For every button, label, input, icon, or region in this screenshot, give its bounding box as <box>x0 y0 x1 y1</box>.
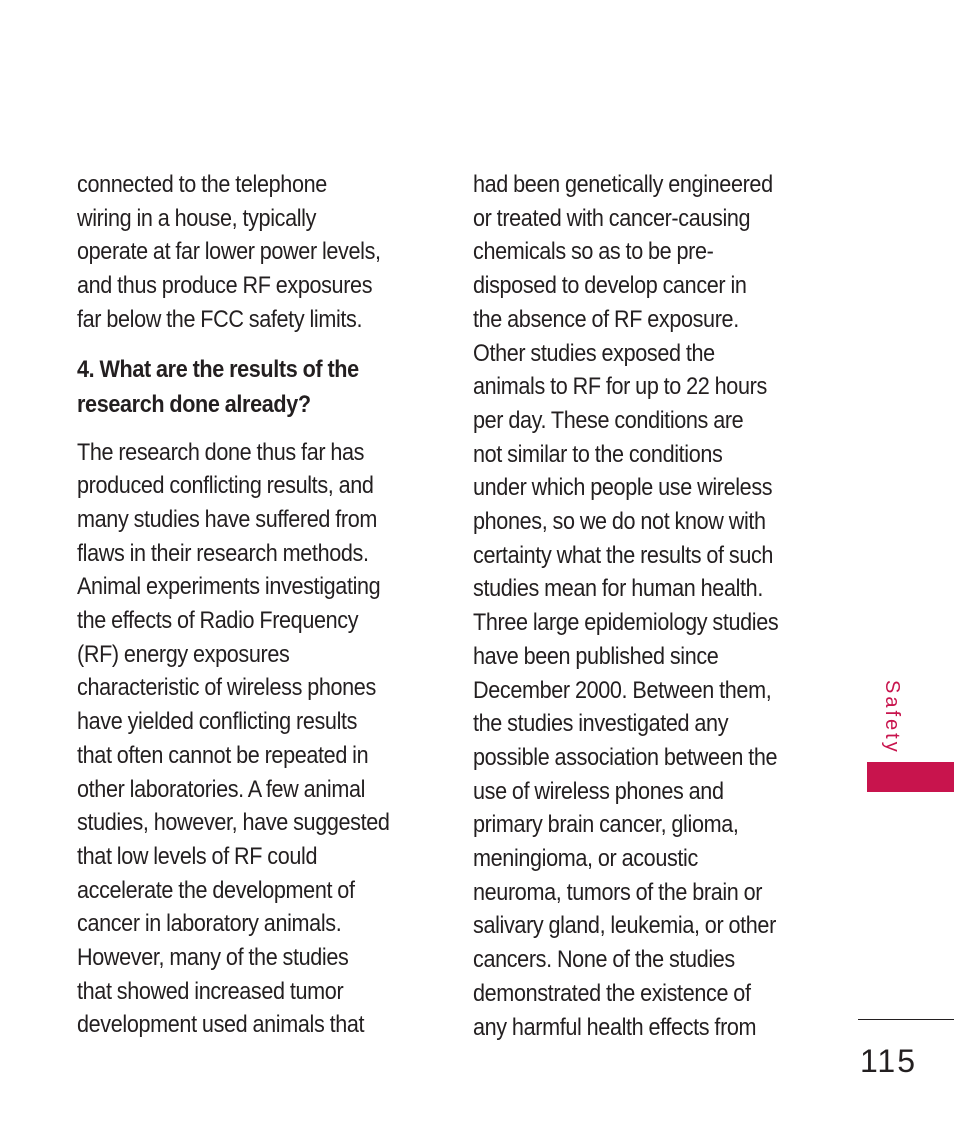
text-line: connected to the telephone <box>77 171 327 198</box>
left-column <box>77 168 421 1042</box>
text-line: December 2000. Between them, <box>473 676 772 704</box>
text-line: flaws in their research methods. <box>77 539 369 567</box>
intro-paragraph <box>77 168 421 337</box>
section-tab-label: Safety <box>881 680 903 755</box>
text-line: have yielded conflicting results <box>77 708 358 736</box>
text-line: certainty what the results of such <box>473 541 774 569</box>
text-line: per day. These conditions are <box>473 406 744 434</box>
text-line: neuroma, tumors of the brain or <box>473 878 763 906</box>
text-line: have been published since <box>473 642 719 670</box>
text-line: phones, so we do not know with <box>473 508 766 536</box>
continued-paragraph <box>473 168 820 1044</box>
text-line: other laboratories. A few animal <box>77 775 366 803</box>
text-line: accelerate the development of <box>77 876 355 904</box>
text-line: the absence of RF exposure. <box>473 305 739 333</box>
text-line: disposed to develop cancer in <box>473 272 747 300</box>
text-line: (RF) energy exposures <box>77 640 290 668</box>
text-line: chemicals so as to be pre- <box>473 238 714 266</box>
text-line: development used animals that <box>77 1011 365 1039</box>
page-number-rule <box>858 1019 954 1020</box>
text-line: far below the FCC safety limits. <box>77 305 363 333</box>
text-line: salivary gland, leukemia, or other <box>473 912 776 940</box>
text-line: and thus produce RF exposures <box>77 272 373 300</box>
heading-line: research done already? <box>77 390 311 418</box>
text-line: Other studies exposed the <box>473 339 715 367</box>
text-line: The research done thus far has <box>77 438 365 466</box>
text-line: animals to RF for up to 22 hours <box>473 373 767 401</box>
text-line: primary brain cancer, glioma, <box>473 811 739 839</box>
text-line: that often cannot be repeated in <box>77 741 369 769</box>
research-paragraph <box>77 436 421 1043</box>
section-tab-marker <box>867 762 954 792</box>
right-column <box>473 168 820 1044</box>
text-line: wiring in a house, typically <box>77 204 317 232</box>
text-line: However, many of the studies <box>77 944 349 972</box>
text-line: cancers. None of the studies <box>473 946 735 974</box>
text-line: that low levels of RF could <box>77 842 318 870</box>
text-line: demonstrated the existence of <box>473 979 751 1007</box>
text-line: Three large epidemiology studies <box>473 609 779 637</box>
text-line: had been genetically engineered <box>473 171 773 198</box>
text-line: Animal experiments investigating <box>77 573 381 601</box>
text-line: characteristic of wireless phones <box>77 674 376 702</box>
text-line: any harmful health effects from <box>473 1013 757 1041</box>
text-line: or treated with cancer-causing <box>473 204 751 232</box>
section-heading <box>77 352 421 422</box>
text-line: not similar to the conditions <box>473 440 723 468</box>
text-line: the effects of Radio Frequency <box>77 607 359 635</box>
text-line: that showed increased tumor <box>77 977 344 1005</box>
text-line: studies mean for human health. <box>473 575 763 603</box>
text-line: studies, however, have suggested <box>77 809 390 837</box>
text-line: operate at far lower power levels, <box>77 238 381 266</box>
text-line: use of wireless phones and <box>473 777 724 805</box>
text-line: the studies investigated any <box>473 710 729 738</box>
page-number: 115 <box>860 1043 918 1079</box>
text-line: under which people use wireless <box>473 474 773 502</box>
text-line: meningioma, or acoustic <box>473 845 698 873</box>
text-line: produced conflicting results, and <box>77 472 374 500</box>
heading-line: 4. What are the results of the <box>77 355 359 383</box>
text-line: many studies have suffered from <box>77 505 378 533</box>
text-line: cancer in laboratory animals. <box>77 910 342 938</box>
text-line: possible association between the <box>473 743 778 771</box>
